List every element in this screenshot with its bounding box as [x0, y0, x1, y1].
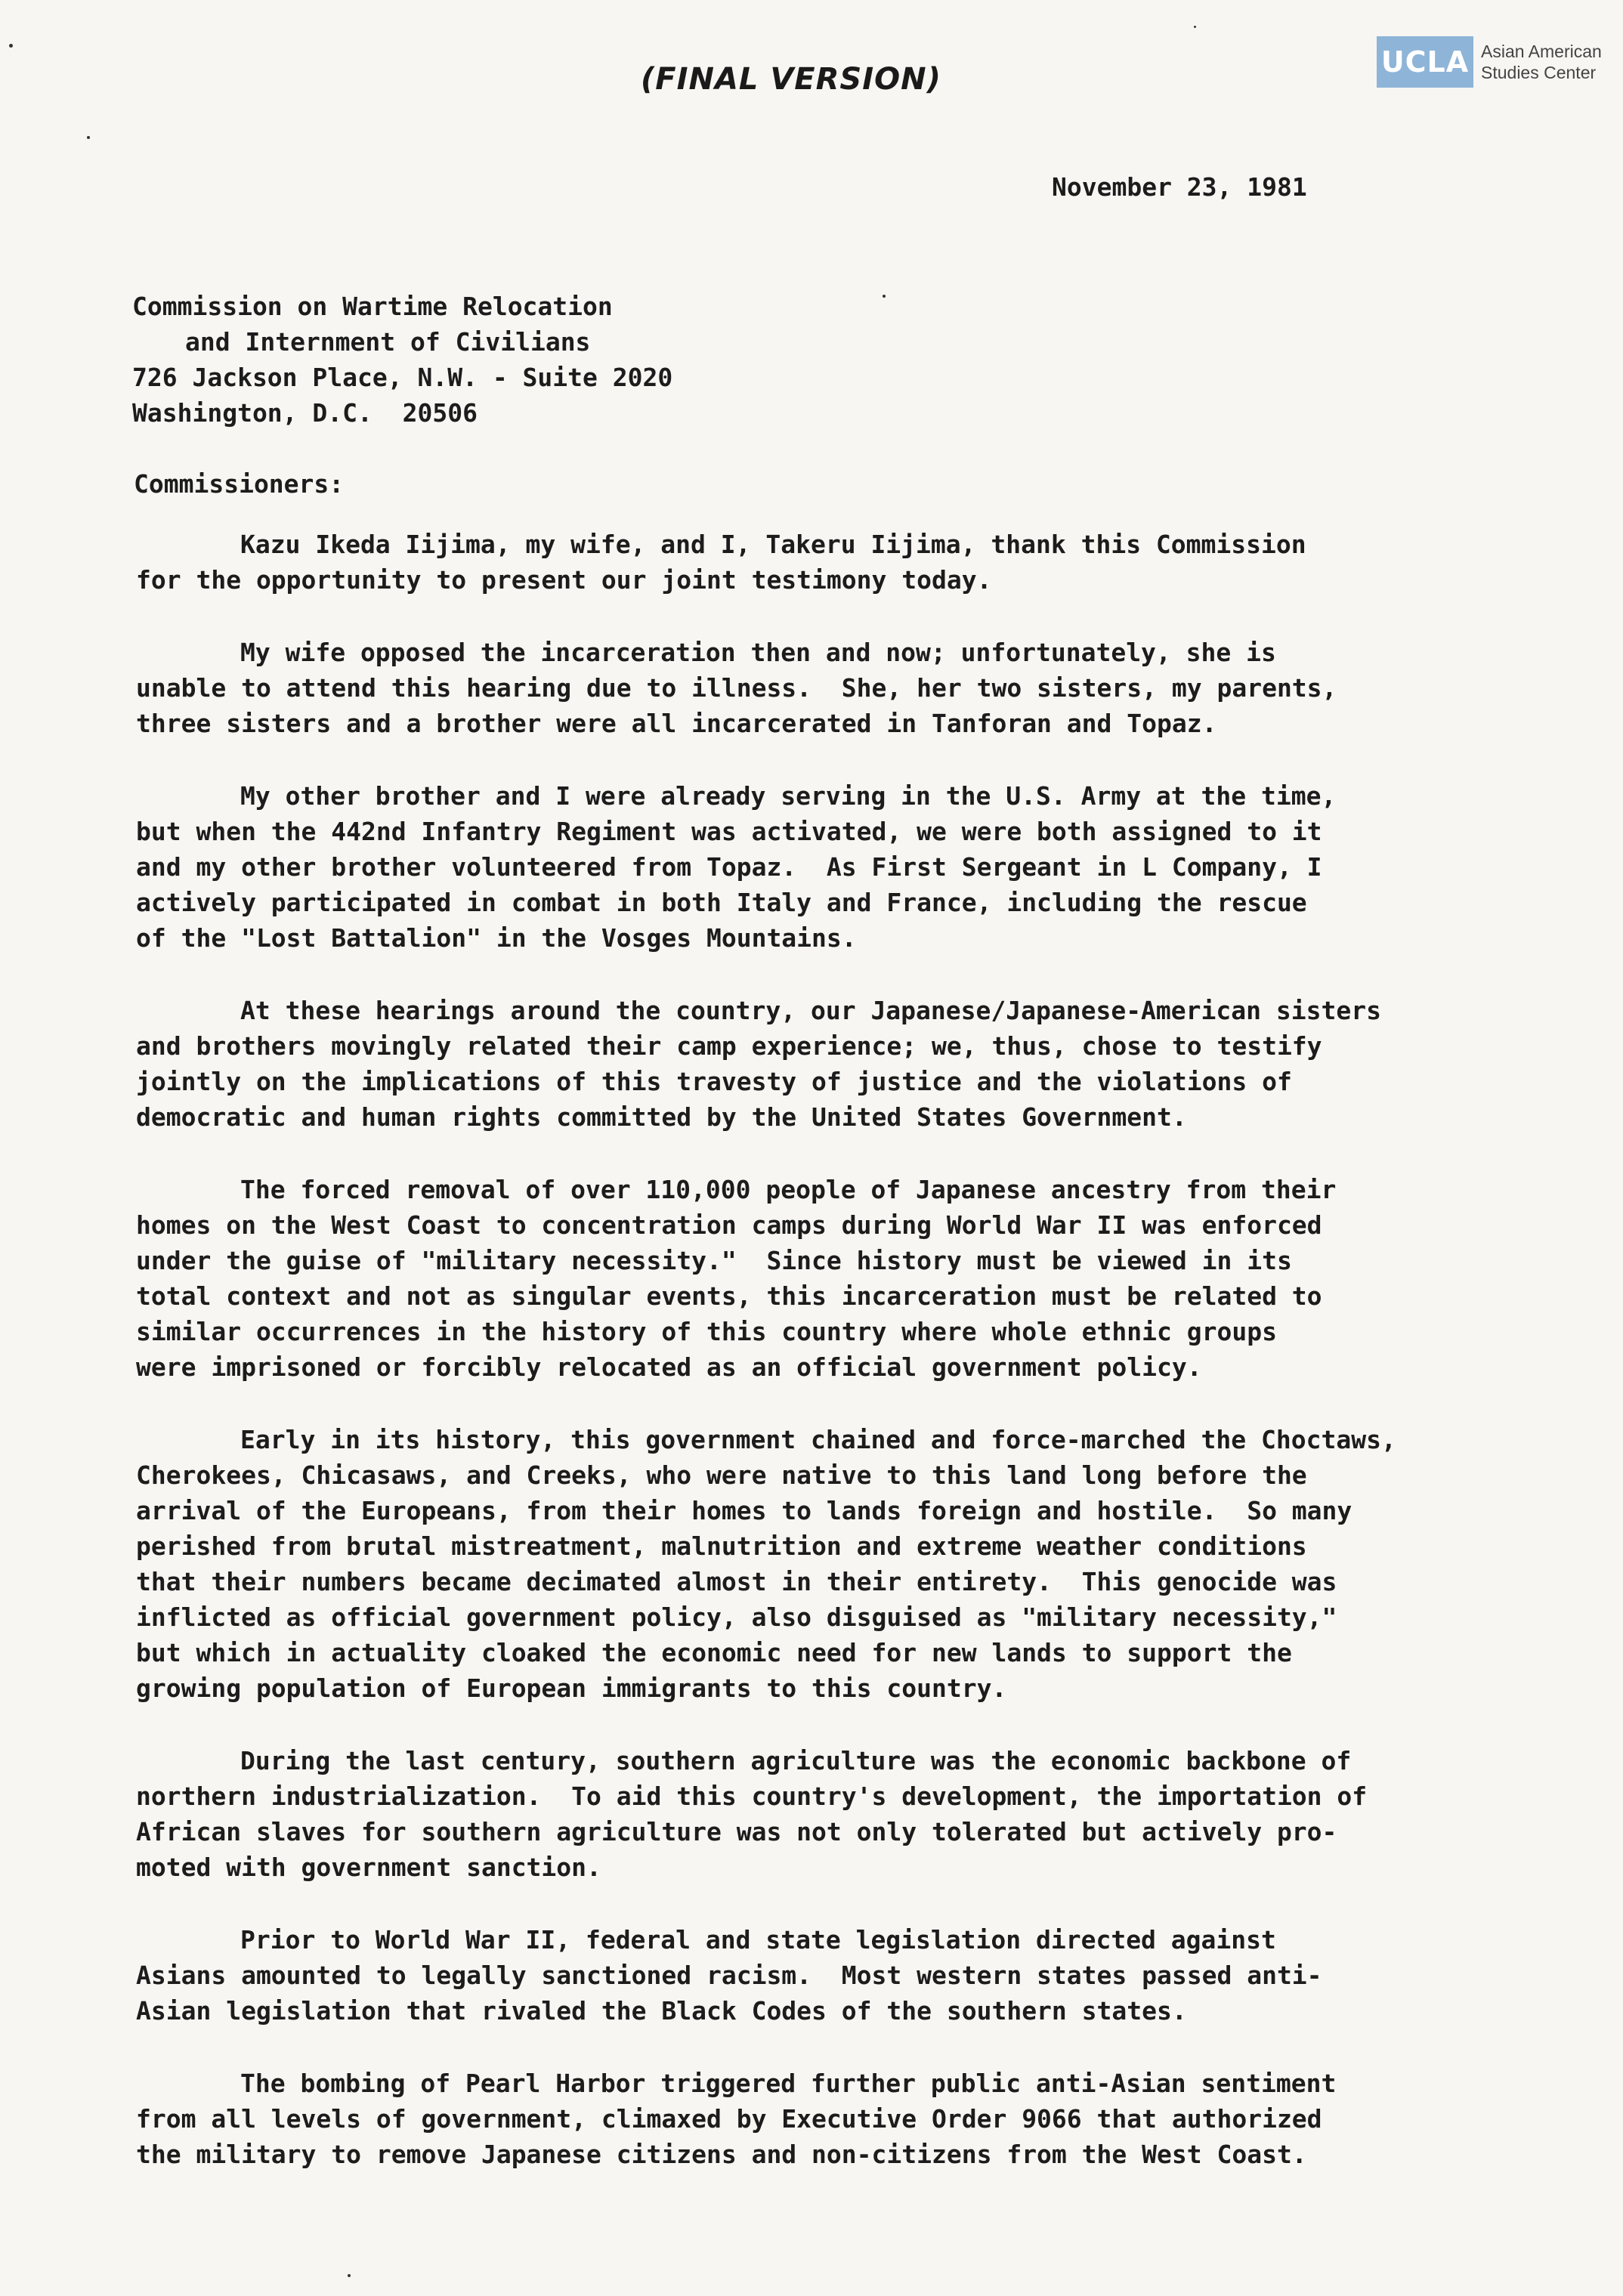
- paragraph-line: democratic and human rights committed by the United States Government.: [136, 1102, 1187, 1132]
- logo-line-1: Asian American: [1481, 42, 1602, 61]
- letter-paragraph: [136, 778, 1557, 956]
- paragraph-line: and my other brother volunteered from Topaz. As First Sergeant in L Company, I: [136, 852, 1322, 882]
- logo-center-name: [1481, 41, 1602, 83]
- letter-paragraph: [136, 635, 1557, 741]
- letter-paragraph: [136, 993, 1557, 1135]
- paragraph-line: were imprisoned or forcibly relocated as an official government policy.: [136, 1352, 1202, 1382]
- address-line: 726 Jackson Place, N.W. - Suite 2020: [132, 363, 673, 392]
- paragraph-line: for the opportunity to present our joint testimony today.: [136, 565, 992, 595]
- paragraph-line: moted with government sanction.: [136, 1853, 601, 1882]
- ucla-logo-mark: UCLA: [1377, 36, 1473, 88]
- paragraph-line: that their numbers became decimated almost in their entirety. This genocide was: [136, 1567, 1337, 1596]
- paragraph-line: the military to remove Japanese citizens and non-citizens from the West Coast.: [136, 2140, 1307, 2169]
- letter-paragraph: [136, 1743, 1557, 1885]
- paragraph-line: unable to attend this hearing due to illness. She, her two sisters, my parents,: [136, 673, 1337, 703]
- paragraph-line: perished from brutal mistreatment, malnutrition and extreme weather conditions: [136, 1531, 1307, 1561]
- scan-speck: [1194, 26, 1196, 28]
- paragraph-line: My other brother and I were already serving in the U.S. Army at the time,: [240, 781, 1337, 811]
- paragraph-line: under the guise of "military necessity." Since history must be viewed in its: [136, 1246, 1292, 1275]
- letter-paragraph: [136, 2066, 1557, 2172]
- paragraph-line: but which in actuality cloaked the economic need for new lands to support the: [136, 1638, 1292, 1667]
- letter-paragraph: [136, 527, 1557, 598]
- paragraph-line: During the last century, southern agriculture was the economic backbone of: [240, 1746, 1352, 1775]
- paragraph-line: Kazu Ikeda Iijima, my wife, and I, Takeru Iijima, thank this Commission: [240, 530, 1306, 559]
- ucla-logo: [1377, 36, 1602, 88]
- scan-speck: [883, 295, 886, 298]
- paragraph-line: Prior to World War II, federal and state legislation directed against: [240, 1925, 1276, 1955]
- paragraph-line: My wife opposed the incarceration then and now; unfortunately, she is: [240, 638, 1276, 667]
- letter-paragraph: [136, 1422, 1557, 1706]
- scan-speck: [9, 44, 13, 48]
- salutation: Commissioners:: [134, 469, 345, 499]
- recipient-address: [132, 289, 672, 431]
- scan-speck: [87, 136, 90, 139]
- letter-paragraph: [136, 1922, 1557, 2029]
- paragraph-line: of the "Lost Battalion" in the Vosges Mountains.: [136, 923, 857, 953]
- paragraph-line: The forced removal of over 110,000 people of Japanese ancestry from their: [240, 1175, 1337, 1204]
- letter-date: November 23, 1981: [1052, 172, 1307, 202]
- paragraph-line: Asians amounted to legally sanctioned racism. Most western states passed anti-: [136, 1961, 1322, 1990]
- paragraph-line: and brothers movingly related their camp experience; we, thus, chose to testify: [136, 1031, 1322, 1061]
- paragraph-line: Early in its history, this government chained and force-marched the Choctaws,: [240, 1425, 1396, 1454]
- paragraph-line: African slaves for southern agriculture was not only tolerated but actively pro-: [136, 1817, 1337, 1846]
- paragraph-line: inflicted as official government policy, also disguised as "military necessity,": [136, 1602, 1337, 1632]
- paragraph-line: jointly on the implications of this travesty of justice and the violations of: [136, 1067, 1292, 1096]
- paragraph-line: arrival of the Europeans, from their homes to lands foreign and hostile. So many: [136, 1496, 1352, 1525]
- paragraph-line: At these hearings around the country, our Japanese/Japanese-American sisters: [240, 996, 1381, 1025]
- address-line: Washington, D.C. 20506: [132, 398, 478, 428]
- paragraph-line: growing population of European immigrants to this country.: [136, 1673, 1007, 1703]
- paragraph-line: northern industrialization. To aid this country's development, the importation of: [136, 1781, 1368, 1811]
- paragraph-line: similar occurrences in the history of this country where whole ethnic groups: [136, 1317, 1277, 1346]
- letter-body: [136, 527, 1557, 2209]
- paragraph-line: homes on the West Coast to concentration camps during World War II was enforced: [136, 1210, 1322, 1240]
- paragraph-line: Asian legislation that rivaled the Black Codes of the southern states.: [136, 1996, 1187, 2026]
- address-line: Commission on Wartime Relocation: [132, 292, 613, 321]
- scan-speck: [348, 2274, 351, 2277]
- paragraph-line: Cherokees, Chicasaws, and Creeks, who were native to this land long before the: [136, 1460, 1307, 1490]
- paragraph-line: but when the 442nd Infantry Regiment was activated, we were both assigned to it: [136, 817, 1322, 846]
- final-version-stamp: (FINAL VERSION): [641, 62, 941, 97]
- paragraph-line: actively participated in combat in both Italy and France, including the rescue: [136, 888, 1307, 917]
- logo-line-2: Studies Center: [1481, 63, 1597, 82]
- paragraph-line: from all levels of government, climaxed by Executive Order 9066 that authorized: [136, 2104, 1322, 2134]
- paragraph-line: total context and not as singular events, this incarceration must be related to: [136, 1281, 1322, 1311]
- paragraph-line: The bombing of Pearl Harbor triggered further public anti-Asian sentiment: [240, 2069, 1337, 2098]
- paragraph-line: three sisters and a brother were all incarcerated in Tanforan and Topaz.: [136, 709, 1217, 738]
- address-line: and Internment of Civilians: [185, 327, 591, 357]
- letter-paragraph: [136, 1172, 1557, 1385]
